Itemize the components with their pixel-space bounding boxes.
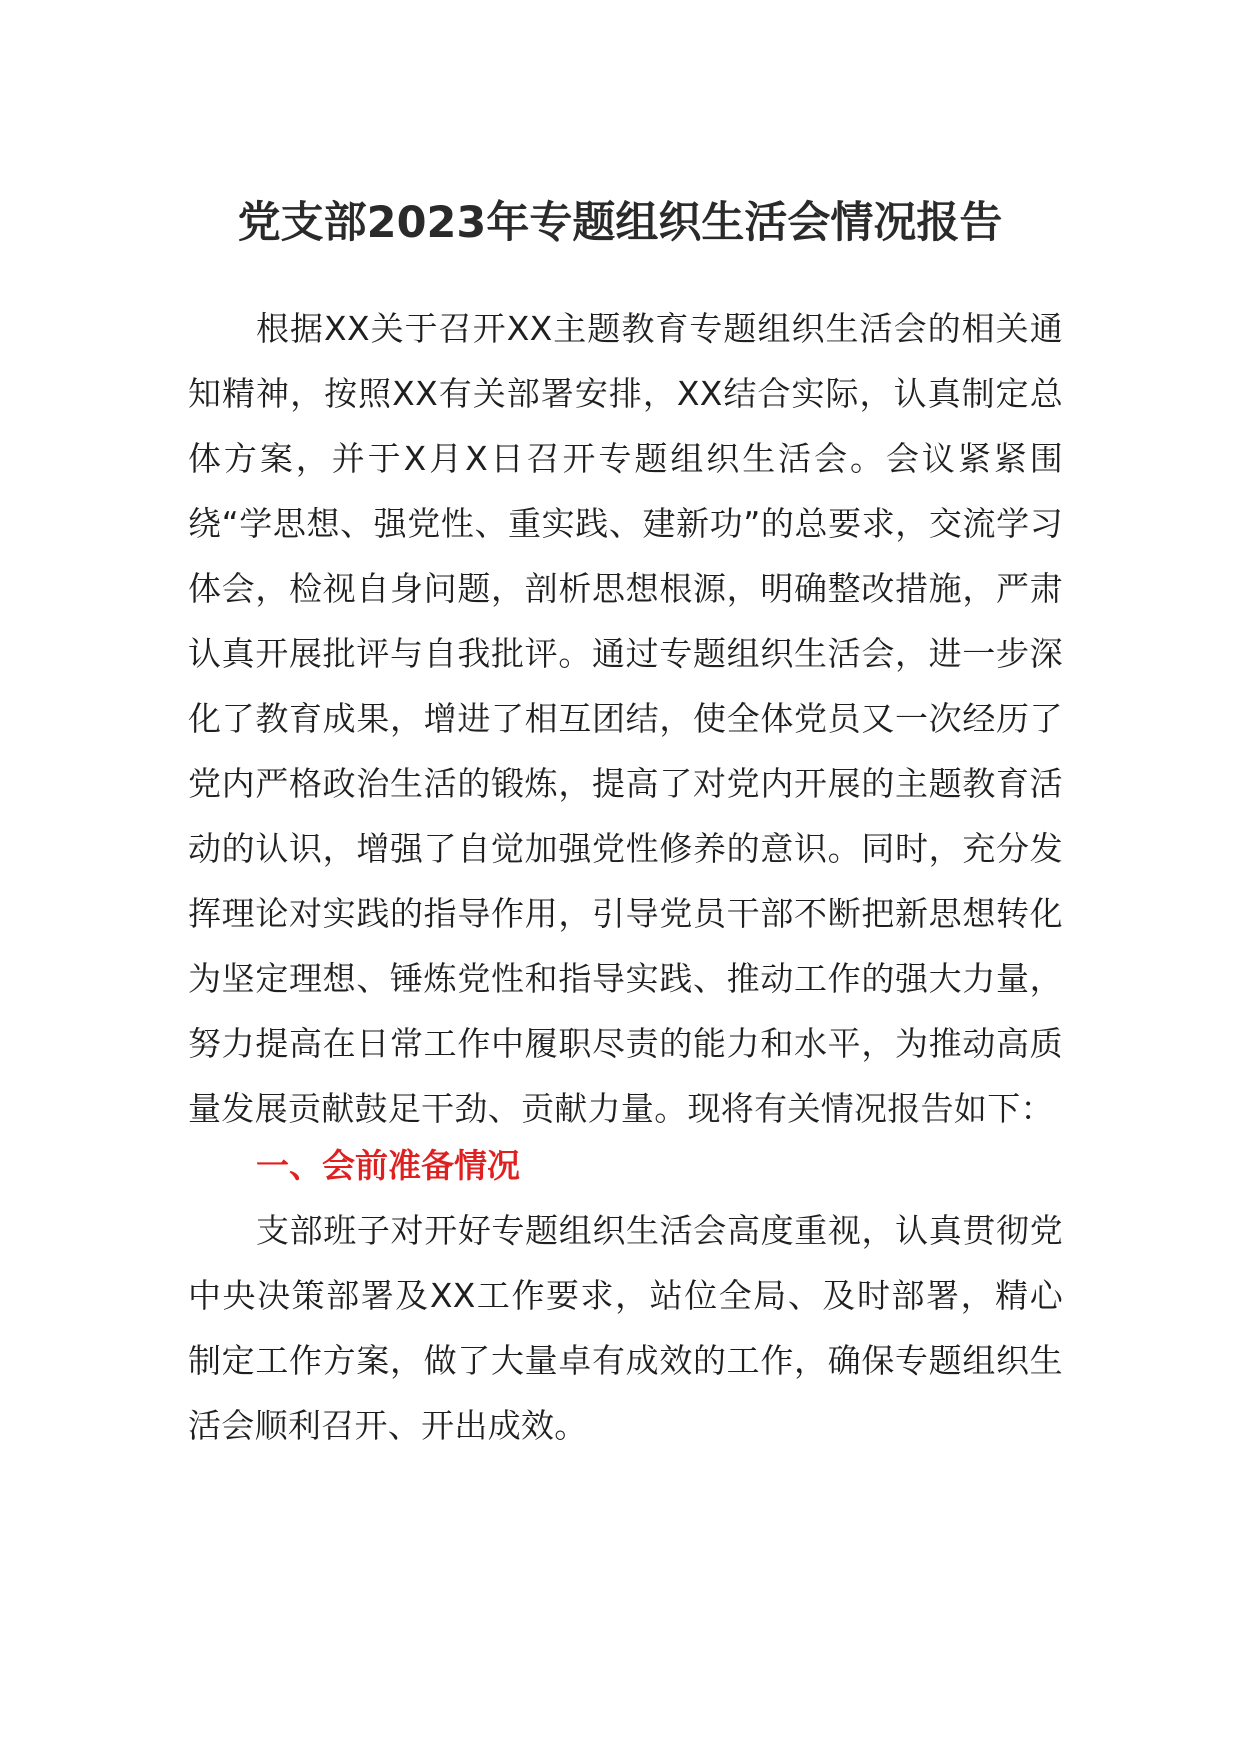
intro-paragraph: 根据XX关于召开XX主题教育专题组织生活会的相关通知精神，按照XX有关部署安排，XX结合实际，认真制定总体方案，并于X月X日召开专题组织生活会。会议紧紧围绕“学思想、强党性、重实践、建新功”的总要求，交流学习体会，检视自身问题，剖析思想根源，明确整改措施，严肃认真开展批评与自我批评。通过专题组织生活会，进一步深化了教育成果，增进了相互团结，使全体党员又一次经历了党内严格政治生活的锻炼，提高了对党内开展的主题教育活动的认识，增强了自觉加强党性修养的意识。同时，充分发挥理论对实践的指导作用，引导党员干部不断把新思想转化为坚定理想、锤炼党性和指导实践、推动工作的强大力量，努力提高在日常工作中履职尽责的能力和水平，为推动高质量发展贡献鼓足干劲、贡献力量。现将有关情况报告如下： <box>188 309 1063 1128</box>
preparation-paragraph: 支部班子对开好专题组织生活会高度重视，认真贯彻党中央决策部署及XX工作要求，站位全局、及时部署，精心制定工作方案，做了大量卓有成效的工作，确保专题组织生活会顺利召开、开出成效。 <box>188 1211 1063 1445</box>
document-title: 党支部2023年专题组织生活会情况报告 <box>237 198 1003 248</box>
section-heading-preparation: 一、会前准备情况 <box>256 1146 520 1185</box>
